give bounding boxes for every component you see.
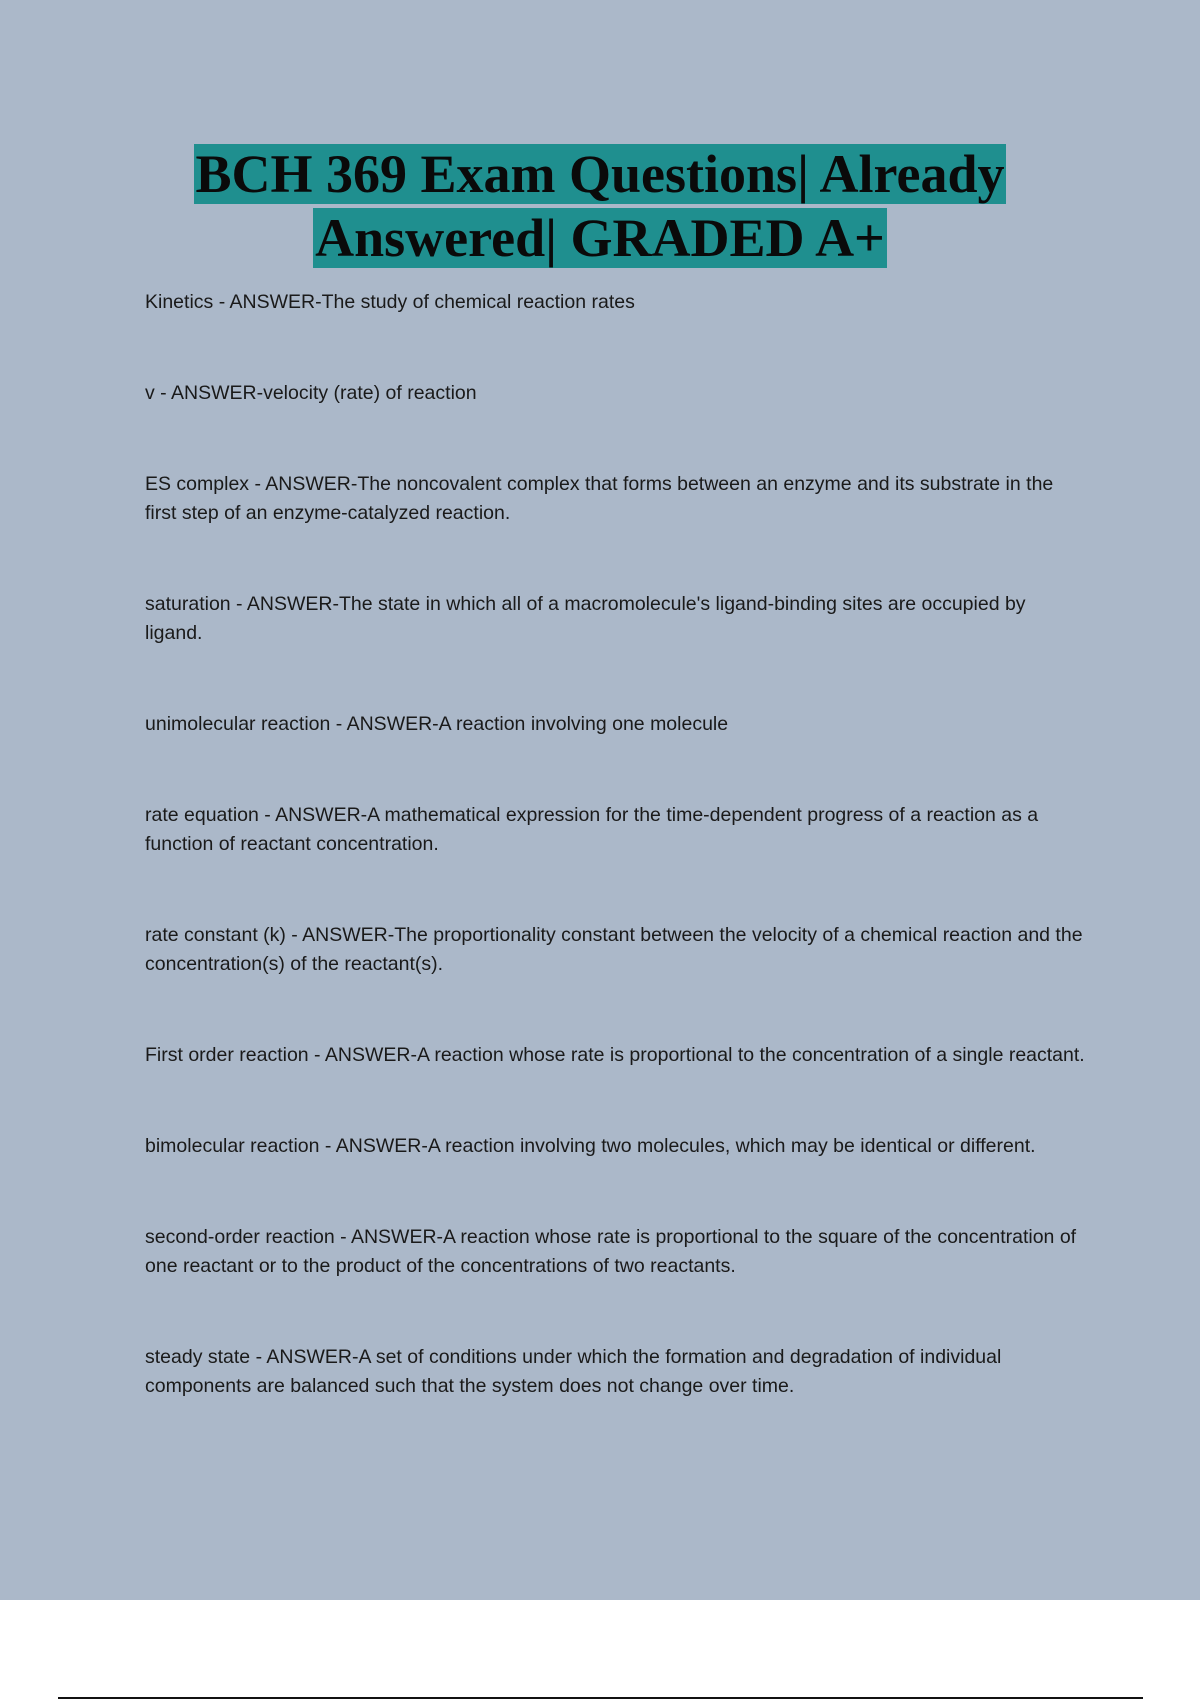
document-title bbox=[0, 142, 1200, 270]
qa-item-saturation: saturation - ANSWER-The state in which all of a macromolecule's ligand-binding sites are occupied by ligand. bbox=[145, 593, 1026, 644]
qa-item-es-complex: ES complex - ANSWER-The noncovalent complex that forms between an enzyme and its substrate in the first step of an enzyme-catalyzed reaction. bbox=[145, 473, 1054, 524]
footer-divider bbox=[58, 1697, 1143, 1699]
qa-item-unimolecular-reaction: unimolecular reaction - ANSWER-A reaction involving one molecule bbox=[145, 713, 729, 735]
qa-item-first-order-reaction: First order reaction - ANSWER-A reaction whose rate is proportional to the concentration of a single reactant. bbox=[145, 1044, 1085, 1066]
qa-item-rate-equation: rate equation - ANSWER-A mathematical expression for the time-dependent progress of a reaction as a function of reactant concentration. bbox=[145, 804, 1039, 855]
title-line-1: BCH 369 Exam Questions| Already bbox=[195, 144, 1005, 204]
qa-item-kinetics: Kinetics - ANSWER-The study of chemical reaction rates bbox=[145, 291, 635, 313]
qa-item-rate-constant: rate constant (k) - ANSWER-The proportionality constant between the velocity of a chemical reaction and the concentration(s) of the reactant(s). bbox=[145, 924, 1083, 975]
qa-item-v: v - ANSWER-velocity (rate) of reaction bbox=[145, 382, 477, 404]
qa-item-bimolecular-reaction: bimolecular reaction - ANSWER-A reaction involving two molecules, which may be identical or different. bbox=[145, 1135, 1036, 1157]
qa-item-second-order-reaction: second-order reaction - ANSWER-A reaction whose rate is proportional to the square of the concentration of one reactant or to the product of the concentrations of two reactants. bbox=[145, 1226, 1077, 1277]
title-line-2: Answered| GRADED A+ bbox=[315, 208, 885, 268]
qa-list bbox=[145, 288, 1085, 1401]
qa-item-steady-state: steady state - ANSWER-A set of conditions under which the formation and degradation of individual components are balanced such that the system does not change over time. bbox=[145, 1346, 1002, 1397]
